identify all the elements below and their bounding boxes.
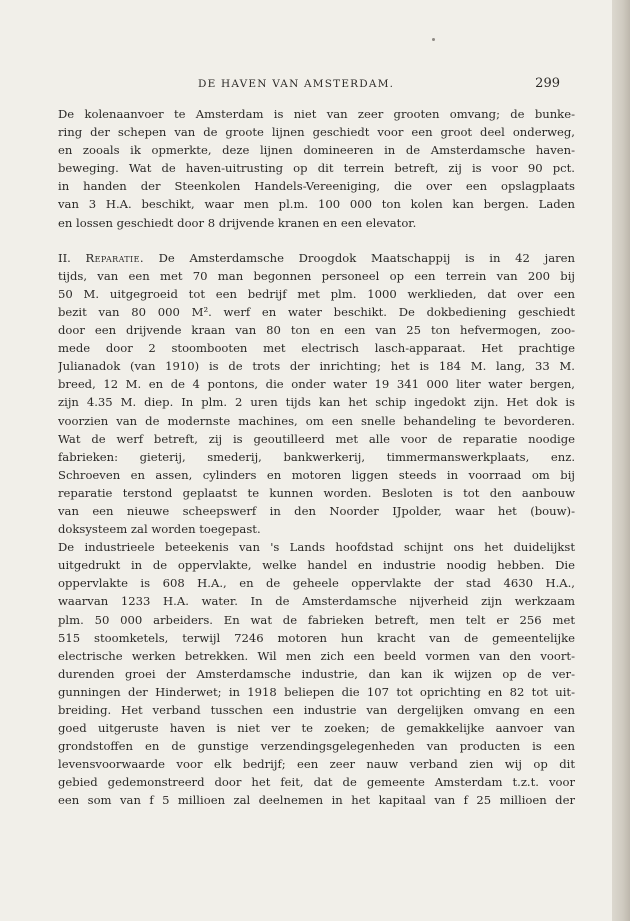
text-line: De industrieele beteekenis van 's Lands hoofdstad schijnt ons het duidelijkst [58, 540, 575, 555]
text-line: De kolenaanvoer te Amsterdam is niet van zeer grooten omvang; de bunke- [58, 107, 575, 121]
section-reparatie [58, 249, 575, 539]
text-line: oppervlakte is 608 H.A., en de geheele oppervlakte der stad 4630 H.A., [58, 576, 575, 591]
text-line: durenden groei der Amsterdamsche industrie, dan kan ik wijzen op de ver- [58, 666, 575, 681]
text-line: uitgedrukt in de oppervlakte, welke handel en industrie noodig hebben. Die [58, 558, 575, 573]
text-line: beweging. Wat de haven-uitrusting op dit terrein betreft, zij is voor 90 pct. [58, 161, 575, 176]
body-text [58, 105, 575, 810]
text-line: goed uitgeruste haven is niet ver te zoeken; de gemakkelijke aanvoer van [58, 721, 575, 736]
text-line: een som van f 5 millioen zal deelnemen in het kapitaal van f 25 millioen der [58, 793, 575, 808]
text-line: van 3 H.A. beschikt, waar men pl.m. 100 000 ton kolen kan bergen. Laden [58, 197, 575, 212]
text-line: breed, 12 M. en de 4 pontons, die onder water 19 341 000 liter water bergen, [58, 377, 575, 392]
text-line: gebied gedemonstreerd door het feit, dat de gemeente Amsterdam t.z.t. voor [58, 775, 575, 790]
text-line: van een nieuwe scheepswerf in den Noorder IJpolder, waar het (bouw)- [58, 503, 575, 518]
text-line: ring der schepen van de groote lijnen geschiedt voor een groot deel onderweg, [58, 125, 575, 140]
text-line: en zooals ik opmerkte, deze lijnen domineeren in de Amsterdamsche haven- [58, 143, 575, 158]
text-line: en lossen geschiedt door 8 drijvende kranen en een elevator. [58, 215, 417, 230]
text-line: in handen der Steenkolen Handels-Vereeniging, die over een opslagplaats [58, 179, 575, 194]
text-line: 50 M. uitgegroeid tot een bedrijf met plm. 1000 werklieden, dat over een [58, 286, 575, 301]
text-line: electrische werken betrekken. Wil men zich een beeld vormen van den voort- [58, 648, 575, 663]
page-header [58, 76, 588, 94]
page-edge-shadow [612, 0, 630, 921]
section-first-line-text: De Amsterdamsche Droogdok Maatschappij is in 42 jaren [158, 250, 575, 265]
paragraph-coal-supply [58, 105, 575, 232]
text-line: 515 stoomketels, terwijl 7246 motoren hun kracht van de gemeentelijke [58, 630, 575, 645]
paragraph-gap [58, 232, 575, 249]
text-line: Julianadok (van 1910) is de trots der inrichting; het is 184 M. lang, 33 M. [58, 359, 575, 374]
text-line: breiding. Het verband tusschen een industrie van dergelijken omvang en een [58, 703, 575, 717]
paragraph-industry [58, 538, 575, 809]
section-number: II. [58, 250, 71, 265]
running-title: DE HAVEN VAN AMSTERDAM. [198, 78, 395, 90]
text-line: waarvan 1233 H.A. water. In de Amsterdamsche nijverheid zijn werkzaam [58, 594, 575, 609]
text-line: gunningen der Hinderwet; in 1918 beliepen die 107 tot oprichting en 82 tot uit- [58, 684, 575, 699]
section-first-line [58, 249, 575, 267]
text-line: voorzien van de modernste machines, om een snelle behandeling te bevorderen. [58, 413, 575, 428]
text-line: plm. 50 000 arbeiders. En wat de fabrieken betreft, men telt er 256 met [58, 612, 575, 627]
text-line: door een drijvende kraan van 80 ton en een van 25 ton hefvermogen, zoo- [58, 323, 575, 338]
text-line: bezit van 80 000 M². werf en water beschikt. De dokbediening geschiedt [58, 304, 575, 319]
text-line: Wat de werf betreft, zij is geoutilleerd met alle voor de reparatie noodige [58, 431, 575, 446]
paper-speck [432, 38, 435, 41]
page-number: 299 [535, 76, 560, 91]
text-line: levensvoorwaarde voor elk bedrijf; een zeer nauw verband zien wij op dit [58, 757, 575, 772]
section-heading: Reparatie. [85, 250, 144, 265]
text-line: zijn 4.35 M. diep. In plm. 2 uren tijds kan het schip ingedokt zijn. Het dok is [58, 395, 575, 410]
text-line: fabrieken: gieterij, smederij, bankwerkerij, timmermanswerkplaats, enz. [58, 449, 575, 464]
text-line: tijds, van een met 70 man begonnen personeel op een terrein van 200 bij [58, 268, 575, 283]
text-line: grondstoffen en de gunstige verzendingsgelegenheden van producten is een [58, 739, 575, 754]
text-line: Schroeven en assen, cylinders en motoren liggen steeds in voorraad om bij [58, 467, 575, 482]
text-line: reparatie terstond geplaatst te kunnen worden. Besloten is tot den aanbouw [58, 485, 575, 500]
text-line: mede door 2 stoombooten met electrisch lasch-apparaat. Het prachtige [58, 341, 575, 356]
text-line: doksysteem zal worden toegepast. [58, 522, 261, 537]
